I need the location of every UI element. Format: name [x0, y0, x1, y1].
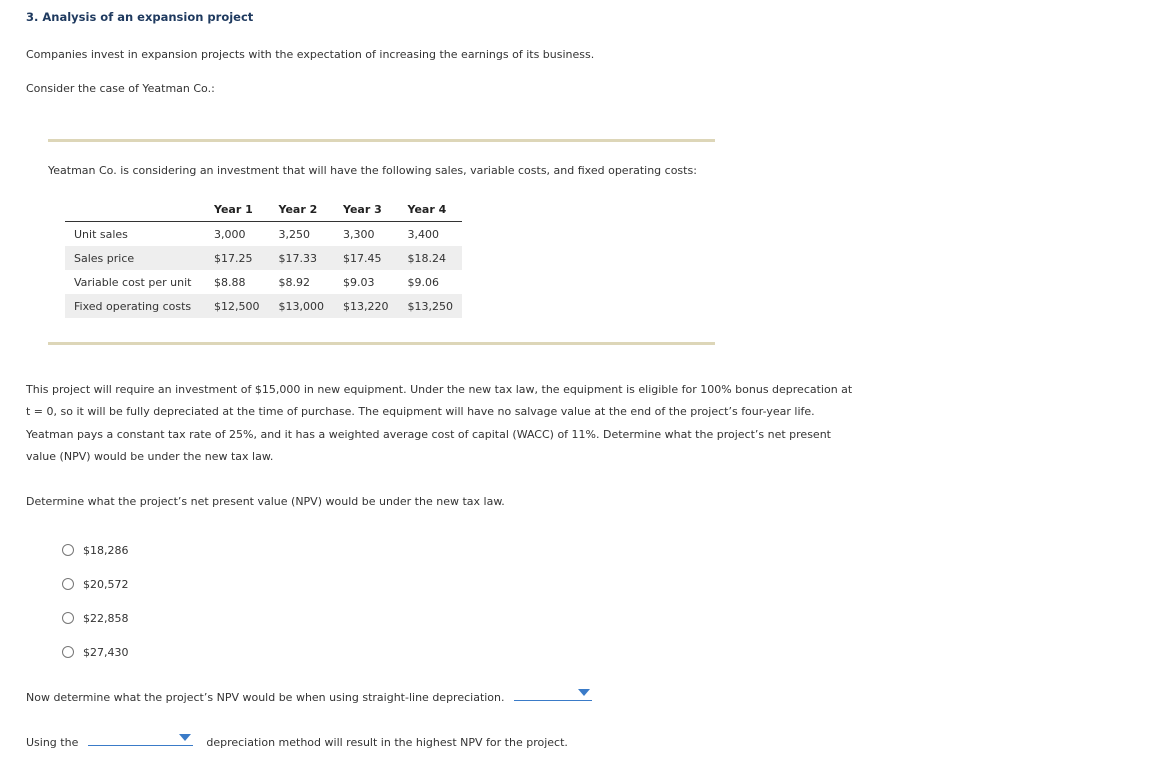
chevron-down-icon [179, 734, 191, 741]
method-suffix: depreciation method will result in the highest NPV for the project. [206, 736, 568, 749]
table-cell: $9.06 [407, 275, 439, 289]
row-label-sales-price: Sales price [65, 246, 204, 270]
radio-button[interactable] [62, 578, 74, 590]
table-cell: $8.92 [278, 275, 310, 289]
npv-options [62, 533, 129, 669]
depreciation-method-dropdown[interactable] [88, 732, 193, 746]
body-line-4: value (NPV) would be under the new tax law. [26, 450, 274, 463]
chevron-down-icon [578, 689, 590, 696]
column-header-year-4: Year 4 [398, 201, 463, 222]
option-22858[interactable] [62, 601, 129, 635]
table-cell: $13,220 [333, 294, 398, 318]
table-cell: $13,000 [269, 294, 334, 318]
column-header-year-3: Year 3 [333, 201, 398, 222]
table-row [65, 270, 462, 294]
table-stub-header [65, 201, 204, 222]
option-label: $22,858 [83, 611, 129, 625]
column-header-year-2: Year 2 [269, 201, 334, 222]
table-cell: 3,400 [407, 227, 439, 241]
table-cell: 3,000 [214, 227, 246, 241]
straight-line-row [26, 687, 592, 704]
table-cell: $9.03 [343, 275, 375, 289]
table-cell: 3,300 [343, 227, 375, 241]
table-row [65, 222, 462, 247]
option-27430[interactable] [62, 635, 129, 669]
table-cell: $13,250 [398, 294, 463, 318]
row-label-unit-sales: Unit sales [74, 227, 128, 241]
table-cell: $17.45 [333, 246, 398, 270]
consider-text: Consider the case of Yeatman Co.: [26, 82, 215, 95]
method-row [26, 732, 568, 749]
cost-table [65, 201, 462, 318]
body-line-2: t = 0, so it will be fully depreciated at the time of purchase. The equipment will have no salvage value at the end of the project’s four-year life. [26, 405, 815, 418]
straight-line-prompt: Now determine what the project’s NPV would be when using straight-line depreciation. [26, 691, 505, 704]
option-label: $18,286 [83, 543, 129, 557]
option-20572[interactable] [62, 567, 129, 601]
radio-button[interactable] [62, 612, 74, 624]
option-label: $20,572 [83, 577, 129, 591]
bottom-divider [48, 342, 715, 345]
row-label-variable-cost: Variable cost per unit [74, 275, 192, 289]
top-divider [48, 139, 715, 142]
intro-text: Companies invest in expansion projects with the expectation of increasing the earnings of its business. [26, 48, 595, 61]
table-intro-text: Yeatman Co. is considering an investment that will have the following sales, variable costs, and fixed operating costs: [48, 164, 697, 177]
body-line-1: This project will require an investment of $15,000 in new equipment. Under the new tax law, the equipment is eligible for 100% bonus deprecation at [26, 383, 853, 396]
section-title: 3. Analysis of an expansion project [26, 10, 254, 24]
table-cell: $17.33 [269, 246, 334, 270]
table-row [65, 294, 462, 318]
table-cell: 3,250 [278, 227, 310, 241]
using-the-label: Using the [26, 736, 79, 749]
option-18286[interactable] [62, 533, 129, 567]
row-label-fixed-costs: Fixed operating costs [65, 294, 204, 318]
npv-question: Determine what the project’s net present value (NPV) would be under the new tax law. [26, 495, 505, 508]
table-cell: $12,500 [204, 294, 269, 318]
radio-button[interactable] [62, 544, 74, 556]
table-row [65, 246, 462, 270]
radio-button[interactable] [62, 646, 74, 658]
table-cell: $8.88 [214, 275, 246, 289]
option-label: $27,430 [83, 645, 129, 659]
table-cell: $17.25 [204, 246, 269, 270]
column-header-year-1: Year 1 [204, 201, 269, 222]
body-line-3: Yeatman pays a constant tax rate of 25%, and it has a weighted average cost of capital (WACC) of 11%. Determine what the project’s net present [26, 428, 831, 441]
straight-line-npv-dropdown[interactable] [514, 687, 592, 701]
table-cell: $18.24 [398, 246, 463, 270]
